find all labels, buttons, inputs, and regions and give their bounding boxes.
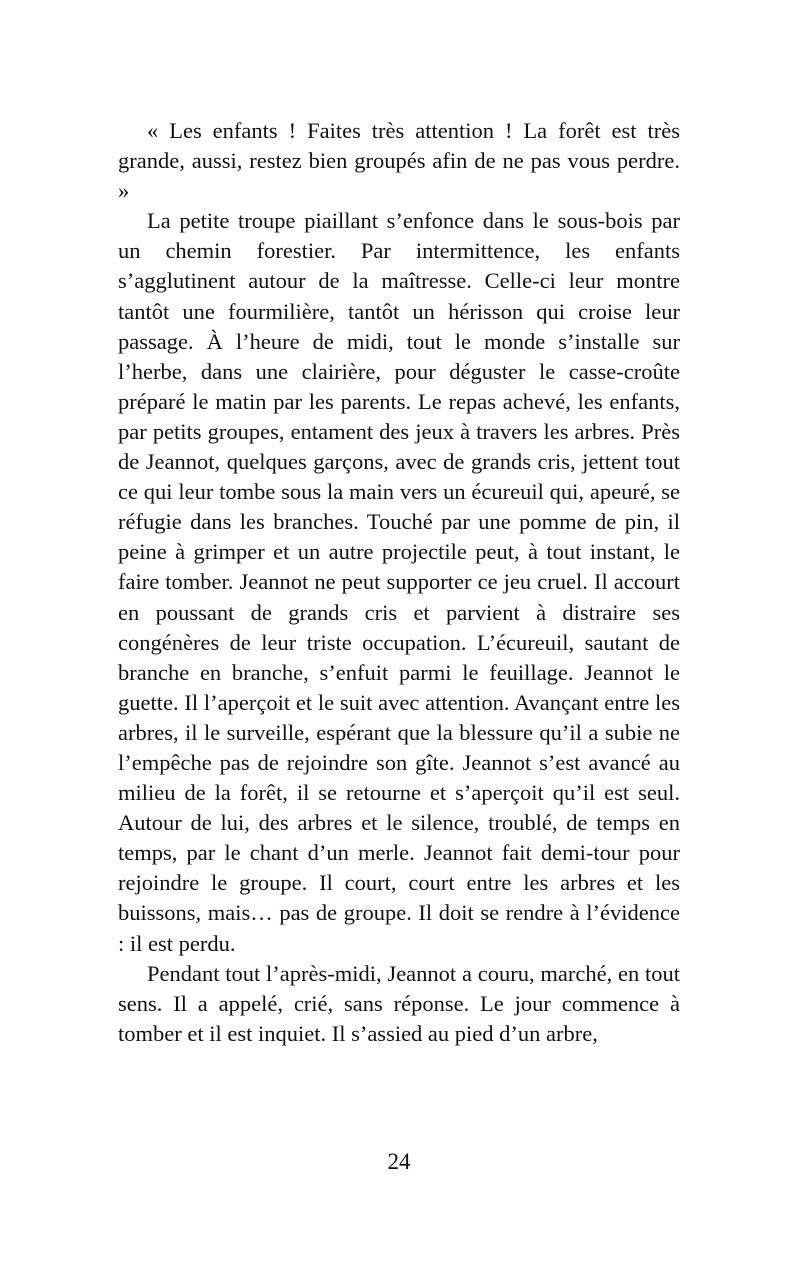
- paragraph-3: Pendant tout l’après-midi, Jeannot a couru, marché, en tout sens. Il a appelé, crié, sans réponse. Le jour commence à tomber et il est inquiet. Il s’assied au pied d’un arbre,: [118, 960, 680, 1046]
- paragraph-1: « Les enfants ! Faites très attention ! La forêt est très grande, aussi, restez bien groupés afin de ne pas vous perdre. »: [118, 118, 680, 204]
- paragraph-2: La petite troupe piaillant s’enfonce dans le sous-bois par un chemin forestier. Par intermittence, les enfants s’agglutinent autour de la maîtresse. Celle-ci leur montre tantôt une fourmilière, tantôt un hérisson qui croise leur passage. À l’heure de midi, tout le monde s’installe sur l’herbe, dans une clairière, pour déguster le casse-croûte préparé le matin par les parents. Le repas achevé, les enfants, par petits groupes, entament des jeux à travers les arbres. Près de Jeannot, quelques garçons, avec de grands cris, jettent tout ce qui leur tombe sous la main vers un écureuil qui, apeuré, se réfugie dans les branches. Touché par une pomme de pin, il peine à grimper et un autre projectile peut, à tout instant, le faire tomber. Jeannot ne peut supporter ce jeu cruel. Il accourt en poussant de grands cris et parvient à distraire ses congénères de leur triste occupation. L’écureuil, sautant de branche en branche, s’enfuit parmi le feuillage. Jeannot le guette. Il l’aperçoit et le suit avec attention. Avançant entre les arbres, il le surveille, espérant que la blessure qu’il a subie ne l’empêche pas de rejoindre son gîte. Jeannot s’est avancé au milieu de la forêt, il se retourne et s’aperçoit qu’il est seul. Autour de lui, des arbres et le silence, troublé, de temps en temps, par le chant d’un merle. Jeannot fait demi-tour pour rejoindre le groupe. Il court, court entre les arbres et les buissons, mais… pas de groupe. Il doit se rendre à l’évidence : il est perdu.: [118, 208, 680, 956]
- page-number: 24: [387, 1149, 411, 1174]
- body-text: [118, 116, 680, 1049]
